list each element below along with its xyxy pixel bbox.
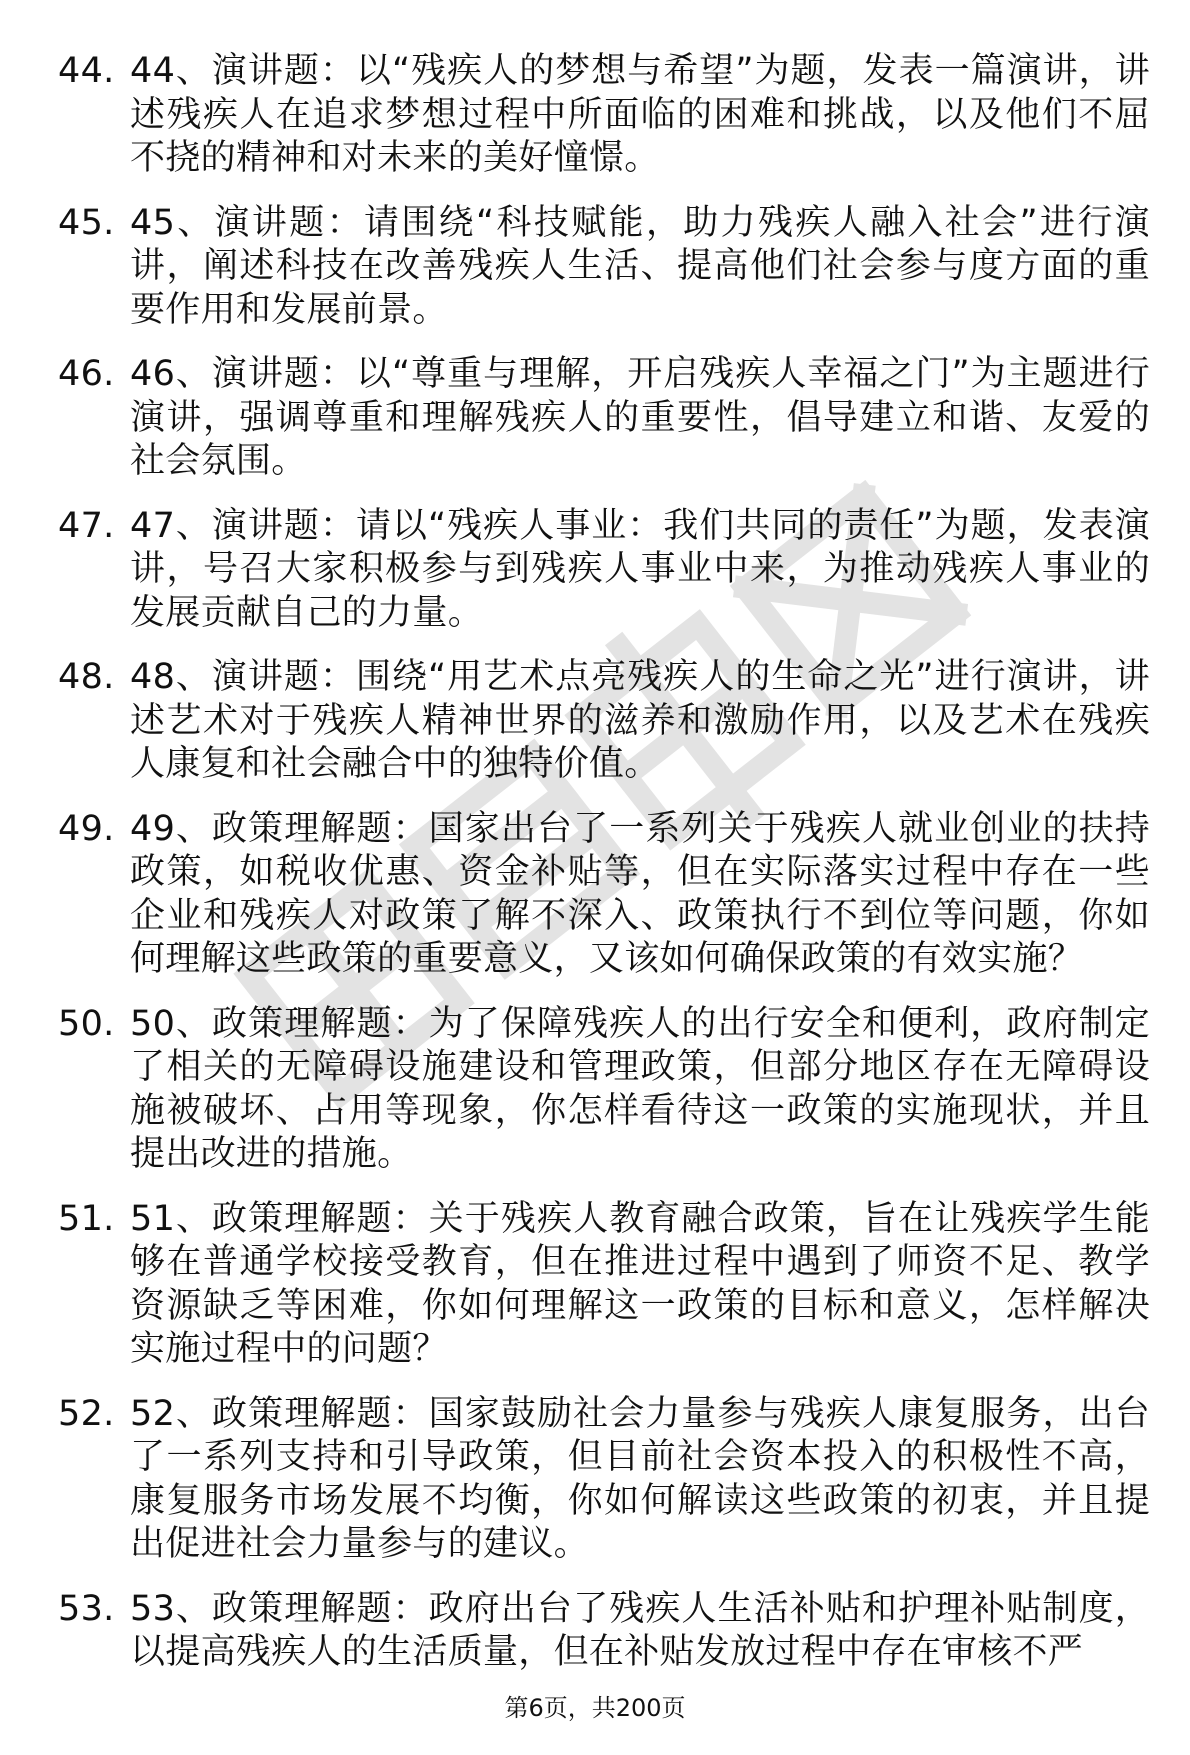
question-item-53 xyxy=(0,1588,1190,1675)
question-text: 50、政策理解题：为了保障残疾人的出行安全和便利，政府制定了相关的无障碍设施建设和管理政策，但部分地区存在无障碍设施被破坏、占用等现象，你怎样看待这一政策的实施现状，并且提出改进的措施。 xyxy=(130,1003,1150,1174)
question-text: 45、演讲题：请围绕“科技赋能，助力残疾人融入社会”进行演讲，阐述科技在改善残疾人生活、提高他们社会参与度方面的重要作用和发展前景。 xyxy=(130,202,1150,330)
question-item-50 xyxy=(0,1003,1190,1177)
question-number: 53. xyxy=(58,1588,115,1629)
page-number-label: 第6页，共200页 xyxy=(504,1694,686,1722)
question-number: 50. xyxy=(58,1003,115,1044)
question-item-52 xyxy=(0,1393,1190,1567)
question-number: 51. xyxy=(58,1198,115,1239)
question-number: 49. xyxy=(58,808,115,849)
question-item-45 xyxy=(0,202,1190,333)
question-text: 53、政策理解题：政府出台了残疾人生活补贴和护理补贴制度，以提高残疾人的生活质量，但在补贴发放过程中存在审核不严 xyxy=(130,1588,1150,1672)
question-number: 47. xyxy=(58,505,115,546)
question-text: 47、演讲题：请以“残疾人事业：我们共同的责任”为题，发表演讲，号召大家积极参与到残疾人事业中来，为推动残疾人事业的发展贡献自己的力量。 xyxy=(130,505,1150,633)
question-text: 51、政策理解题：关于残疾人教育融合政策，旨在让残疾学生能够在普通学校接受教育，但在推进过程中遇到了师资不足、教学资源缺乏等困难，你如何理解这一政策的目标和意义，怎样解决实施过程中的问题？ xyxy=(130,1198,1150,1369)
question-number: 48. xyxy=(58,657,115,697)
question-number: 44. xyxy=(58,51,115,91)
question-item-48 xyxy=(0,656,1190,787)
question-list xyxy=(0,50,1190,1696)
question-text: 49、政策理解题：国家出台了一系列关于残疾人就业创业的扶持政策，如税收优惠、资金补贴等，但在实际落实过程中存在一些企业和残疾人对政策了解不深入、政策执行不到位等问题，你如何理解这些政策的重要意义，又该如何确保政策的有效实施？ xyxy=(130,808,1150,979)
question-number: 46. xyxy=(58,354,115,394)
question-item-44 xyxy=(0,50,1190,181)
question-number: 52. xyxy=(58,1393,115,1434)
question-text: 46、演讲题：以“尊重与理解，开启残疾人幸福之门”为主题进行演讲，强调尊重和理解残疾人的重要性，倡导建立和谐、友爱的社会氛围。 xyxy=(130,354,1150,481)
question-item-47 xyxy=(0,505,1190,636)
question-item-46 xyxy=(0,353,1190,484)
page-footer xyxy=(0,1688,1190,1723)
question-text: 44、演讲题：以“残疾人的梦想与希望”为题，发表一篇演讲，讲述残疾人在追求梦想过程中所面临的困难和挑战，以及他们不屈不挠的精神和对未来的美好憧憬。 xyxy=(130,51,1150,178)
question-number: 45. xyxy=(58,202,115,243)
question-item-51 xyxy=(0,1198,1190,1372)
question-text: 48、演讲题：围绕“用艺术点亮残疾人的生命之光”进行演讲，讲述艺术对于残疾人精神世界的滋养和激励作用，以及艺术在残疾人康复和社会融合中的独特价值。 xyxy=(130,657,1150,784)
question-item-49 xyxy=(0,808,1190,982)
question-text: 52、政策理解题：国家鼓励社会力量参与残疾人康复服务，出台了一系列支持和引导政策，但目前社会资本投入的积极性不高，康复服务市场发展不均衡，你如何解读这些政策的初衷，并且提出促进社会力量参与的建议。 xyxy=(130,1393,1150,1564)
